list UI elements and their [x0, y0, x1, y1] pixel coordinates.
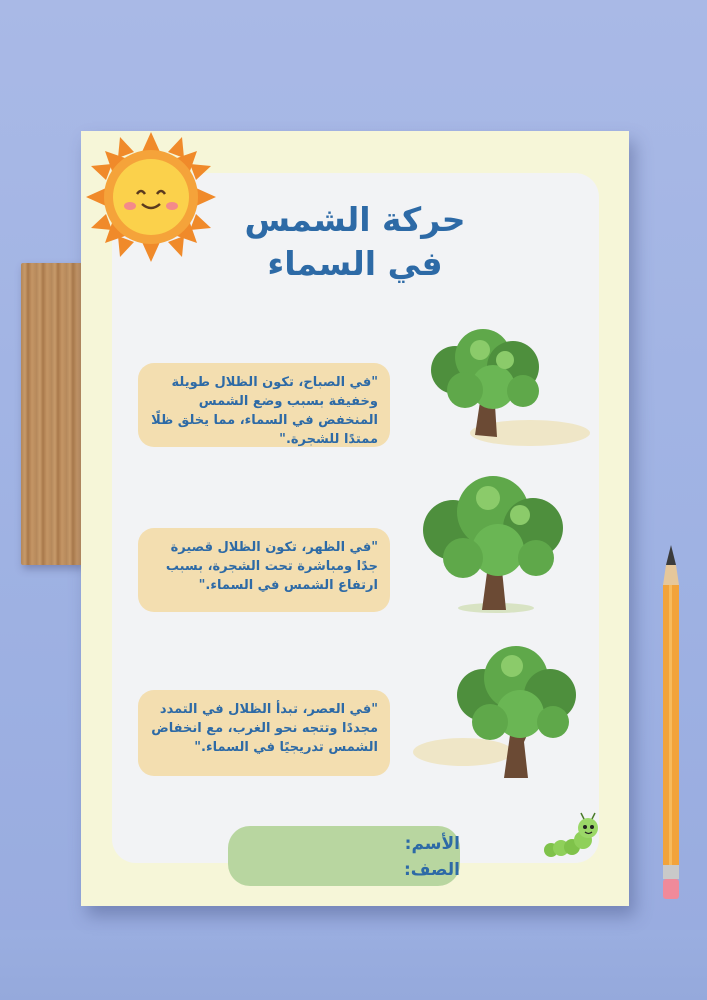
title-line-1: حركة الشمس: [244, 200, 466, 239]
page-title: [210, 198, 500, 286]
tree-icon: [405, 325, 595, 453]
class-label: الصف:: [403, 860, 460, 880]
smiling-sun-icon: [82, 128, 220, 266]
tree-icon: [408, 470, 578, 615]
tree-icon: [408, 640, 578, 782]
floor-surface: [0, 930, 707, 1000]
afternoon-note: "في العصر، تبدأ الظلال في التمدد مجددًا وتتجه نحو الغرب، مع انخفاض الشمس تدريجيًا في السماء.": [138, 690, 390, 776]
wooden-block: [21, 263, 83, 565]
noon-note: "في الظهر، تكون الظلال قصيرة جدًا ومباشرة تحت الشجرة، بسبب ارتفاع الشمس في السماء.": [138, 528, 390, 612]
caterpillar-icon: [543, 812, 601, 862]
name-label: الأسم:: [404, 834, 460, 854]
pencil-icon: [655, 545, 687, 905]
title-line-2: في السماء: [267, 244, 443, 283]
morning-note: "في الصباح، تكون الظلال طويلة وخفيفة بسبب وضع الشمس المنخفض في السماء، مما يخلق ظلًا ممتدًا للشجرة.": [138, 363, 390, 447]
